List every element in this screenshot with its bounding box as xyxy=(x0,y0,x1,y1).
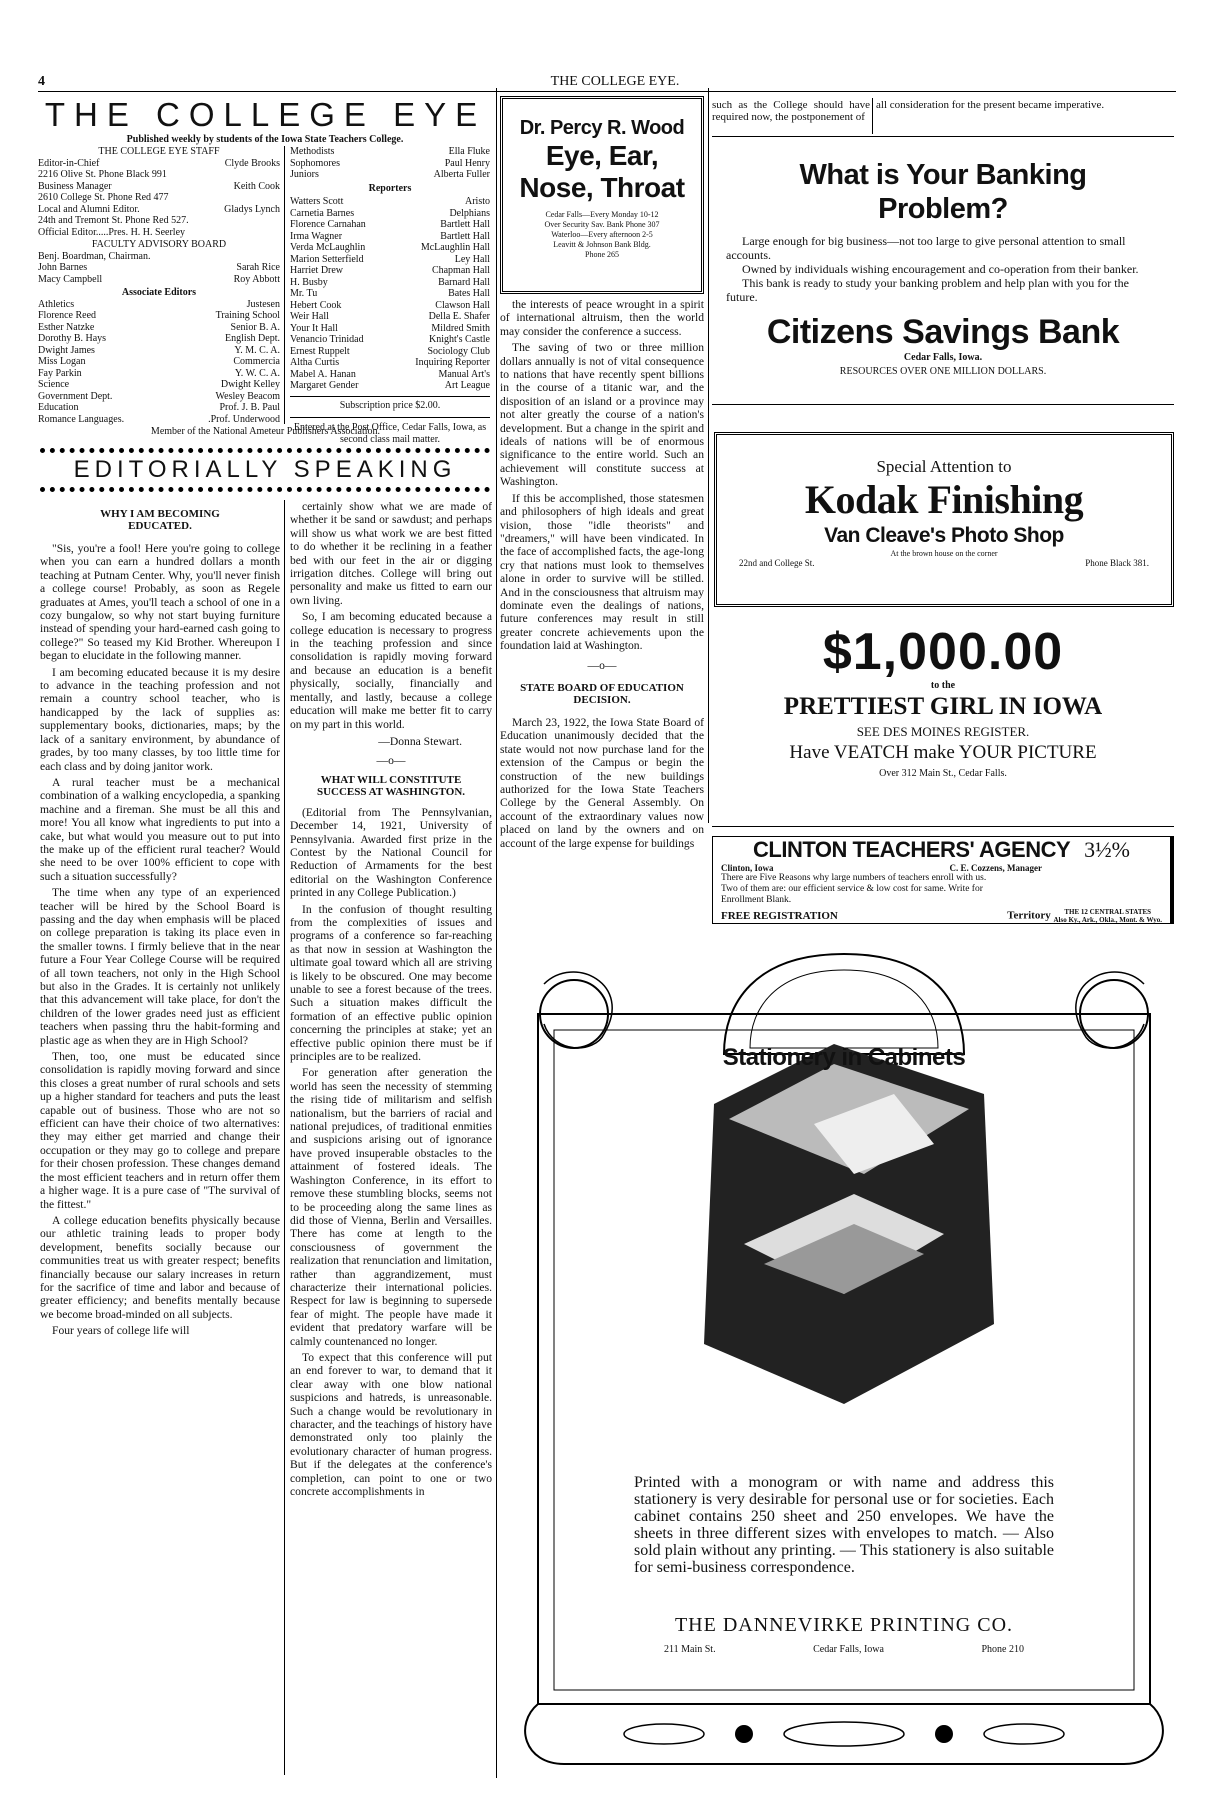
reporter-row-left: Harriet Drew xyxy=(290,265,344,276)
kodak-phone: Phone Black 381. xyxy=(1085,558,1149,568)
reporter-row-right: Art League xyxy=(444,380,490,391)
article1-paragraph: Four years of college life will xyxy=(52,1324,190,1338)
reporter-row-right: Chapman Hall xyxy=(431,265,490,276)
associate-row-right: Commercia xyxy=(233,356,280,367)
associate-row-right: Prof. J. B. Paul xyxy=(219,402,280,413)
staff-row-left: 2610 College St. Phone Red 477 xyxy=(38,192,169,203)
associate-row-left: Florence Reed xyxy=(38,310,97,321)
class-row xyxy=(290,158,490,170)
associate-row-right: Y. M. C. A. xyxy=(234,344,280,356)
reporters-heading: Reporters xyxy=(368,182,412,194)
reporter-row-right: Bartlett Hall xyxy=(440,219,490,230)
reporter-row xyxy=(290,323,490,335)
reporter-row xyxy=(290,208,490,220)
member-note: Member of the National Ameteur Publishers Association. xyxy=(150,426,381,437)
bank-name: Citizens Savings Bank xyxy=(766,313,1120,351)
masthead-subtitle: Published weekly by students of the Iowa State Teachers College. xyxy=(126,134,404,145)
wood-line1: Eye, Ear, xyxy=(545,140,659,171)
staff-row-right: Gladys Lynch xyxy=(224,203,280,215)
article2-col3-body xyxy=(500,298,704,653)
clinton-l1: There are Five Reasons why large numbers of teachers enroll with us. xyxy=(721,873,987,883)
reporter-row xyxy=(290,254,490,266)
article2-paragraph: the interests of peace wrought in a spirit of international altruism, then the world may consider the conference a success. xyxy=(500,298,704,338)
stationery-firm: THE DANNEVIRKE PRINTING CO. xyxy=(674,1614,1014,1636)
wood-ad xyxy=(500,96,704,294)
kodak-top: Special Attention to xyxy=(876,457,1012,476)
reporters-box xyxy=(290,146,490,445)
advisory-row xyxy=(38,251,280,263)
associate-list xyxy=(38,299,280,426)
staff-row xyxy=(38,181,280,193)
staff-row xyxy=(38,169,280,181)
kodak-shop: Van Cleave's Photo Shop xyxy=(824,524,1064,547)
associate-row-left: Athletics xyxy=(38,298,75,310)
reporters-list xyxy=(290,196,490,392)
section-banner xyxy=(40,448,490,492)
bank-city: Cedar Falls, Iowa. xyxy=(903,352,983,363)
bank-p3: This bank is ready to study your banking problem and help plan with you for the future. xyxy=(726,276,1129,304)
advisory-list xyxy=(38,251,280,286)
associate-row-left: Fay Parkin xyxy=(38,367,82,379)
advisory-row-left: John Barnes xyxy=(38,262,88,273)
stationery-city: Cedar Falls, Iowa xyxy=(813,1644,884,1655)
reporter-row-left: H. Busby xyxy=(290,276,328,288)
reporter-row xyxy=(290,219,490,231)
staff-row xyxy=(38,192,280,204)
prize-amount: $1,000.00 xyxy=(822,623,1064,681)
article1-signature: —Donna Stewart. xyxy=(378,734,462,748)
reporter-row-left: Carnetia Barnes xyxy=(290,207,355,219)
class-row xyxy=(290,146,490,158)
article3-col4b: all consideration for the present became imperative. xyxy=(876,99,1105,111)
bank-resources: RESOURCES OVER ONE MILLION DOLLARS. xyxy=(839,365,1047,377)
article2-paragraph: For generation after generation the world has seen the necessity of stemming the rising tide of militarism and selfish nationalism, but the barriers of racial and national prejudices, of traditional enmities and suspicions arising out of ignorance have proved insuperable obstacles to the attainment of fostered ideals. The Washington Conference, in its effort to remove these stumbling blocks, seems not to be proceeding along the same lines as did those of Vienna, Berlin and Versailles. There has come at length to the consciousness of government the realization that renunciation and limitation, rather than aggrandizement, must characterize their international policies. Respect for law is beginning to supersede fear of might. The people have made it evident that predatory warfare will be calmly countenanced no longer. xyxy=(290,1066,492,1348)
col4-rule xyxy=(712,136,1174,137)
article2-paragraph: The saving of two or three million dollars annually is not of vital consequence to nations that have recently spent billions in the course of a titanic war, and the disposition of an island or a province may not alter greatly the course of a nation's development. But a change in the spirit and ideals of nations will be of enormous significance to the entire world. Such an achievement will constitute success at Washington. xyxy=(500,341,704,489)
article1-paragraph: "Sis, you're a fool! Here you're going to college when you can earn a hundred dollars a month teaching at Putnam Center. Why, you'll never finish a college course! Probably, as soon as Regele graduates at Ames, you'll teach a school of one in a cozy bungalow, so why not start buying furniture instead of spending your hard-earned cash going to college?" So teased my Kid Brother. Whereupon I began to elucidate in the following manner. xyxy=(40,542,280,663)
reporter-row-left: Irma Wagner xyxy=(290,230,343,242)
article1-paragraph: A rural teacher must be a mechanical combination of a walking encyclopedia, a spanking machine and a fireman. She must be all this and more! You all know what ingredients to put into a cake, but what would you measure out to put into the make up of the efficient rural teacher? Would she need to be over 100% efficient to cope with such a situation successfully? xyxy=(40,775,280,883)
reporter-row-left: Altha Curtis xyxy=(290,357,340,368)
prize-addr: Over 312 Main St., Cedar Falls. xyxy=(879,767,1007,779)
section-banner-title: EDITORIALLY SPEAKING xyxy=(73,456,457,483)
reporter-row-left: Mr. Tu xyxy=(290,288,318,299)
associate-row-left: Science xyxy=(38,379,70,390)
staff-row-left: Official Editor.....Pres. H. H. Seerley xyxy=(38,226,186,238)
clinton-name: CLINTON TEACHERS' AGENCY xyxy=(753,837,1071,862)
staff-heading: THE COLLEGE EYE STAFF xyxy=(98,146,220,157)
reporter-row-right: Clawson Hall xyxy=(435,299,490,311)
associate-row-right: Senior B. A. xyxy=(230,321,280,333)
article1-col1 xyxy=(40,500,280,1775)
column-rule-2 xyxy=(496,88,497,1778)
staff-row-left: 2216 Olive St. Phone Black 991 xyxy=(38,169,167,180)
associate-row xyxy=(38,391,280,403)
associate-row xyxy=(38,345,280,357)
reporter-row-right: Bartlett Hall xyxy=(440,230,490,242)
associate-row-right: English Dept. xyxy=(225,333,280,344)
staff-box xyxy=(38,146,280,425)
class-row-left: Sophomores xyxy=(290,157,340,169)
subscription-price: Subscription price $2.00. xyxy=(290,396,490,412)
reporter-row-right: Della E. Shafer xyxy=(428,311,490,322)
clinton-city: Clinton, Iowa xyxy=(721,863,774,873)
staff-row xyxy=(38,204,280,216)
associate-row-left: Romance Languages. xyxy=(38,413,125,425)
column-rule-1 xyxy=(284,500,285,1775)
masthead-title: THE COLLEGE EYE xyxy=(44,96,487,133)
prize-rule xyxy=(712,826,1174,827)
article2-paragraph: (Editorial from The Pennsylvanian, December 14, 1921, University of Pennsylvania. Awarded first prize in the Contest by the National Council for Reduction of Armaments for the best editorial on the Washington Conference printed in any College Publication.) xyxy=(290,805,492,900)
article1-paragraph: A college education benefits physically because our athletic training leads to proper body development, benefits socially because our communities treat us with greater respect; benefits financially because our salary increases in return for the sacrifice of time and labor and because of greater efficiency; and benefits mentally because we become broad-minded on all subjects. xyxy=(40,1213,280,1321)
reporter-row-left: Mabel A. Hanan xyxy=(290,368,356,380)
prize-title: PRETTIEST GIRL IN IOWA xyxy=(783,692,1103,720)
associate-heading: Associate Editors xyxy=(121,287,197,298)
advisory-row-right: Sarah Rice xyxy=(236,262,280,273)
reporter-row xyxy=(290,196,490,208)
staff-row-left: 24th and Tremont St. Phone Red 527. xyxy=(38,215,189,226)
reporter-row xyxy=(290,265,490,277)
reporter-row-right: Inquiring Reporter xyxy=(415,357,490,368)
prize-ad xyxy=(712,624,1174,810)
article3-headline: STATE BOARD OF EDUCATION DECISION. xyxy=(520,681,684,706)
associate-row xyxy=(38,356,280,368)
kodak-addr: 22nd and College St. xyxy=(739,558,815,568)
bank-p2: Owned by individuals wishing encouragement and co-operation from their banker. xyxy=(742,262,1139,276)
staff-row xyxy=(38,215,280,227)
col2-divider: —o— xyxy=(376,754,406,768)
associate-row-right: Wesley Beacom xyxy=(215,390,280,402)
bank-headline: What is Your Banking Problem? xyxy=(799,159,1087,225)
associate-row xyxy=(38,322,280,334)
prize-see: SEE DES MOINES REGISTER. xyxy=(856,723,1030,739)
reporter-row-left: Your It Hall xyxy=(290,322,338,334)
class-row-right: Ella Fluke xyxy=(448,146,490,157)
reporter-row xyxy=(290,334,490,346)
header-rule xyxy=(38,91,1176,92)
reporter-row xyxy=(290,242,490,254)
advisory-row-left: Macy Campbell xyxy=(38,273,103,285)
article1-paragraph: I am becoming educated because it is my desire to advance in the teaching profession and not remain a country school teacher, who is handicapped by the lack of supplies as: supplementary books, dictionaries, maps; by the lack of a sanitary environment, by abundance of grades, by too many classes, by too little time for each class and by doing janitor work. xyxy=(40,665,280,773)
clinton-manager: C. E. Cozzens, Manager xyxy=(949,863,1042,873)
article1-col1-body xyxy=(40,542,280,1338)
stationery-title: Stationery in Cabinets xyxy=(722,1044,966,1071)
associate-row xyxy=(38,310,280,322)
prize-to: to the xyxy=(930,680,956,691)
reporter-row xyxy=(290,369,490,381)
class-row-right: Alberta Fuller xyxy=(433,169,490,180)
article1-paragraph: The time when any type of an experienced teacher will be hired by the School Board is passing and the day when emphasis will be placed on college preparation is taking its place even in the smaller towns. I firmly believe that in the near future a Four Year College Course will be required of all town teachers, not only in the High School but also in the Grades. It is certainly not unlikely that this advancement will take place, for don't the children of the lower grades need just as efficient teachers when passing thru the habit-forming and plastic age as when they are in High School? xyxy=(40,886,280,1047)
class-row-left: Juniors xyxy=(290,169,319,180)
reporter-row-right: Aristo xyxy=(465,196,490,207)
associate-row-left: Government Dept. xyxy=(38,390,113,402)
article2-paragraph: To expect that this conference will put an end forever to war, to demand that it clear away with one blow national suspicions and hatreds, is unreasonable. Such a change would be revolutionary in character, and the teachings of history have demonstrated only too plainly the evolutionary character of human progress. But if the delegates at the conference's completion, can point to one or two concrete accomplishments in xyxy=(290,1350,492,1499)
reporter-row-left: Margaret Gender xyxy=(290,380,359,391)
column-rule-3 xyxy=(708,88,709,823)
article2-col2-body xyxy=(290,806,492,1499)
reporter-row-left: Venancio Trinidad xyxy=(290,334,364,345)
associate-row-left: Education xyxy=(38,402,79,413)
staff-row-right: Keith Cook xyxy=(233,180,280,192)
reporter-row xyxy=(290,357,490,369)
advisory-row xyxy=(38,262,280,274)
staff-list xyxy=(38,158,280,239)
associate-row xyxy=(38,414,280,426)
reporter-row xyxy=(290,311,490,323)
associate-row-right: Training School xyxy=(215,310,280,321)
reporter-row-left: Weir Hall xyxy=(290,311,329,322)
bank-ad xyxy=(712,144,1174,402)
associate-row xyxy=(38,379,280,391)
clinton-l3: Enrollment Blank. xyxy=(721,895,792,905)
associate-row-left: Dwight James xyxy=(38,344,95,356)
bank-p1: Large enough for big business—not too large to give personal attention to small accounts. xyxy=(726,234,1126,262)
article1-paragraph: certainly show what we are made of whether it be sand or sawdust; and perhaps will show us what work we are best fitted to do whether it be reclining in a feather bed with our feet in the air or digging irrigation ditches. College will bring out personality and make us fitted to earn our own living. xyxy=(290,500,492,607)
associate-row-right: Dwight Kelley xyxy=(220,379,280,390)
wood-l2: Over Security Sav. Bank Phone 307 xyxy=(544,220,660,229)
clinton-num: 3½% xyxy=(1084,837,1130,862)
classes-list xyxy=(290,146,490,181)
reporter-row-right: Sociology Club xyxy=(427,345,490,357)
article3-col3-body xyxy=(500,716,704,850)
reporter-row-right: McLaughlin Hall xyxy=(420,242,490,253)
article3-paragraph: March 23, 1922, the Iowa State Board of Education unanimously decided that the state would not now purchase land for the extension of the Campus or begin the construction of the new buildings authorized for the Iowa State Teachers College by the General Assembly. On account of the extraordinary values now placed on land by the owners and on account of the large expense for buildings xyxy=(500,715,704,850)
associate-row-right: Justesen xyxy=(246,298,280,310)
advisory-row-left: Benj. Boardman, Chairman. xyxy=(38,250,151,262)
article2-headline: WHAT WILL CONSTITUTE SUCCESS AT WASHINGTON. xyxy=(316,773,466,798)
associate-row xyxy=(38,368,280,380)
clinton-territory: Territory xyxy=(1007,909,1051,922)
page-number: 4 xyxy=(38,74,45,89)
reporter-row-right: Mildred Smith xyxy=(431,322,490,334)
reporter-row-right: Delphians xyxy=(449,207,490,219)
staff-row-right: Clyde Brooks xyxy=(224,157,280,169)
reporter-row xyxy=(290,300,490,312)
stationery-ad xyxy=(514,944,1174,1784)
bank-rule xyxy=(712,404,1174,405)
entered-note: Entered at the Post Office, Cedar Falls, Iowa, as second class mail matter. xyxy=(290,417,490,445)
associate-row xyxy=(38,299,280,311)
masthead-divider xyxy=(284,146,285,424)
article1-paragraph: So, I am becoming educated because a college education is necessary to progress in the teaching profession and since consolidation is rapidly moving forward and because an education is a benefit physically, socially, financially and mentally, and lastly, because a college education will make me better fit to carry on my part in this world. xyxy=(290,610,492,731)
stationery-phone: Phone 210 xyxy=(981,1644,1024,1655)
kodak-ad xyxy=(714,432,1174,607)
wood-l1: Cedar Falls—Every Monday 10-12 xyxy=(545,210,659,219)
staff-row-left: Business Manager xyxy=(38,180,112,192)
associate-row-right: .Prof. Underwood xyxy=(208,413,280,425)
reporter-row xyxy=(290,346,490,358)
col3-divider: —o— xyxy=(587,658,617,672)
reporter-row-right: Bates Hall xyxy=(448,288,490,299)
article2-paragraph: If this be accomplished, those statesmen and philosophers of high ideals and great vision, those "idle theorists" and "dreamers," will have been vindicated. In the face of accomplished facts, the age-long cry that nations must look to themselves alone in order to survive will be stilled. And in the consciousness that altruism may dominate even the dealings of nations, future conferences may result in still greater concrete achievements upon the foundation laid at Washington. xyxy=(500,491,704,653)
reporter-row xyxy=(290,231,490,243)
wood-l5: Phone 265 xyxy=(585,250,619,259)
article-col3 xyxy=(500,298,704,850)
reporter-row-left: Verda McLaughlin xyxy=(290,242,366,253)
article3-col4a: such as the College should have required now, the postponement of xyxy=(712,99,870,123)
article-col2 xyxy=(290,500,492,1775)
clinton-states2: Also Ky., Ark., Okla., Mont. & Wyo. xyxy=(1053,916,1162,924)
prize-have: Have VEATCH make YOUR PICTURE xyxy=(789,741,1097,763)
wood-l4: Leavitt & Johnson Bank Bldg. xyxy=(553,240,651,249)
staff-row-left: Local and Alumni Editor. xyxy=(38,203,140,215)
clinton-ad xyxy=(712,836,1174,924)
clinton-states1: THE 12 CENTRAL STATES xyxy=(1064,908,1152,916)
stationery-addr: 211 Main St. xyxy=(664,1644,716,1655)
associate-row xyxy=(38,333,280,345)
advisory-row xyxy=(38,274,280,286)
kodak-sub: At the brown house on the corner xyxy=(890,549,998,558)
staff-row xyxy=(38,158,280,170)
reporter-row-left: Ernest Ruppelt xyxy=(290,345,350,357)
reporter-row-left: Hebert Cook xyxy=(290,299,342,311)
reporter-row xyxy=(290,288,490,300)
running-head: THE COLLEGE EYE. xyxy=(550,74,680,89)
reporter-row-right: Manual Art's xyxy=(438,368,490,380)
associate-row-left: Miss Logan xyxy=(38,356,86,367)
clinton-free: FREE REGISTRATION xyxy=(721,910,838,922)
article1-headline: WHY I AM BECOMING EDUCATED. xyxy=(100,508,220,532)
wood-line2: Nose, Throat xyxy=(519,172,685,203)
reporter-row-left: Marion Setterfield xyxy=(290,253,364,265)
associate-row-right: Y. W. C. A. xyxy=(234,367,280,379)
column-rule-4 xyxy=(872,98,873,134)
staff-row xyxy=(38,227,280,239)
associate-row-left: Esther Natzke xyxy=(38,321,95,333)
kodak-main: Kodak Finishing xyxy=(804,477,1084,522)
advisory-row-right: Roy Abbott xyxy=(233,273,280,285)
wood-l3: Waterloo—Every afternoon 2-5 xyxy=(551,230,653,239)
article1-col2-body xyxy=(290,500,492,731)
reporter-row-left: Florence Carnahan xyxy=(290,219,366,230)
reporter-row-right: Knight's Castle xyxy=(429,334,490,345)
article1-paragraph: Then, too, one must be educated since consolidation is rapidly moving forward and since this closes a great number of rural schools and sets up a higher standard for teachers and puts the least capable out of business. Those who are not so efficient can have their choice of two alternatives: they may either get married and change their occupation or they may go to college and prepare for their chosen profession. These changes demand the most efficient teachers and in return offer them a higher wage. It is a pure case of "The survival of the fittest." xyxy=(40,1050,280,1211)
advisory-heading: FACULTY ADVISORY BOARD xyxy=(91,239,227,250)
reporter-row-right: Ley Hall xyxy=(454,253,490,265)
article2-paragraph: In the confusion of thought resulting from the complexities of issues and programs of a conference so far-reaching as that now in session at Washington the ultimate goal toward which all are striving is likely to be obscured. One may become unable to see a forest because of the trees. Such a situation makes difficult the formation of an effective public opinion concerning the principles at stake; yet an effective public opinion there must be if principles are to be realized. xyxy=(290,902,492,1064)
reporter-row xyxy=(290,277,490,289)
associate-row-left: Dorothy B. Hays xyxy=(38,333,107,344)
associate-row xyxy=(38,402,280,414)
stationery-body: Printed with a monogram or with name and address this stationery is very desirable for personal use or for societies. Each cabinet contains 250 sheet and 250 envelopes. We have the sheets in three different sizes with envelopes to match. — Also sold plain without any printing. — This stationery is also suitable for semi-business correspondence. xyxy=(634,1474,1054,1576)
clinton-l2: Two of them are: our efficient service & low cost for same. Write for xyxy=(721,884,983,894)
class-row xyxy=(290,169,490,181)
reporter-row-right: Barnard Hall xyxy=(438,276,490,288)
class-row-right: Paul Henry xyxy=(444,157,490,169)
class-row-left: Methodists xyxy=(290,146,335,157)
staff-row-left: Editor-in-Chief xyxy=(38,157,100,169)
reporter-row-left: Watters Scott xyxy=(290,196,344,207)
wood-name: Dr. Percy R. Wood xyxy=(519,117,685,139)
reporter-row xyxy=(290,380,490,392)
